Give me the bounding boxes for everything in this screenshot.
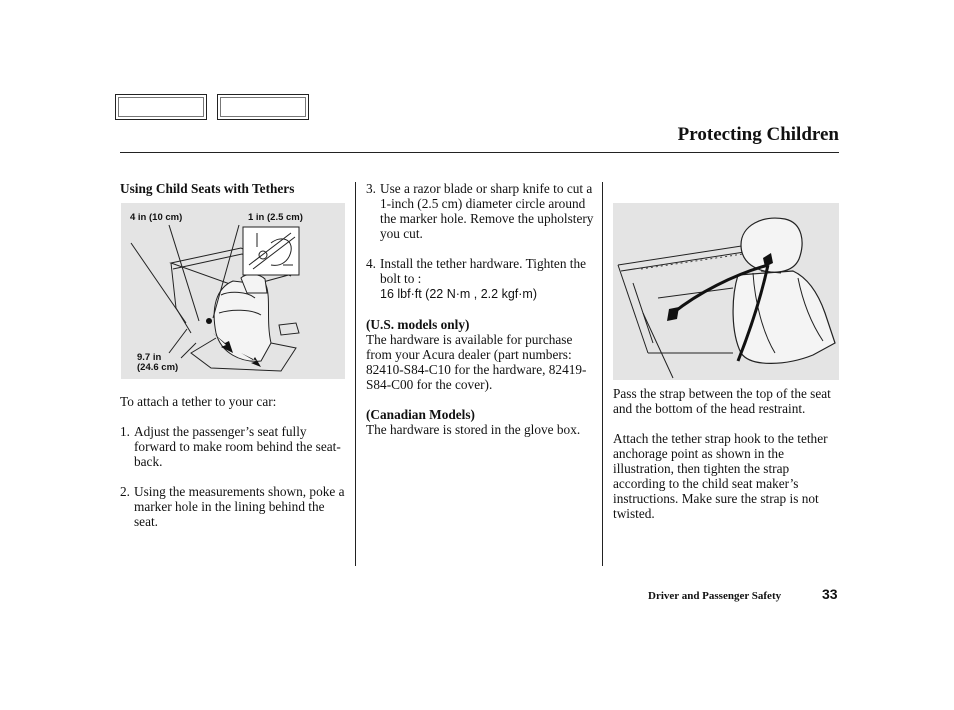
canadian-models-heading: (Canadian Models): [366, 407, 475, 422]
tether-strap-drawing: [613, 203, 839, 380]
middle-column: [366, 181, 594, 437]
tether-strap-illustration: [613, 203, 839, 380]
callout-24-6cm: (24.6 cm): [137, 362, 179, 373]
callout-9-7in: 9.7 in: [137, 352, 162, 363]
canadian-models-text: The hardware is stored in the glove box.: [366, 422, 581, 437]
step-text: Use a razor blade or sharp knife to cut a 1-inch (2.5 cm) diameter circle around the marker hole. Remove the upholstery you cut.: [380, 181, 594, 241]
torque-spec: 16 lbf·ft (22 N·m , 2.2 kgf·m): [380, 287, 537, 301]
step-number: 2.: [120, 484, 130, 499]
tether-measurement-illustration: [121, 203, 345, 379]
callout-4in: 4 in (10 cm): [130, 212, 183, 223]
right-column: [613, 386, 841, 521]
step-text: Using the measurements shown, poke a marker hole in the lining behind the seat.: [134, 484, 345, 529]
strap-attach-text: Attach the tether strap hook to the tether anchorage point as shown in the illustration, then tighten the strap according to the child seat maker’s instructions. Make sure the strap is not twisted.: [613, 431, 828, 521]
step-2: [120, 484, 345, 529]
intro-text: To attach a tether to your car:: [120, 394, 277, 409]
step-number: 4.: [366, 256, 376, 271]
nav-tab-box-1[interactable]: [115, 94, 207, 120]
step-3: [366, 181, 594, 241]
step-number: 1.: [120, 424, 130, 439]
title-divider: [120, 152, 839, 153]
step-text: Adjust the passenger’s seat fully forward to make room behind the seat-back.: [134, 424, 341, 469]
strap-routing-text: Pass the strap between the top of the seat and the bottom of the head restraint.: [613, 386, 831, 416]
section-footer: Driver and Passenger Safety: [648, 590, 782, 602]
step-1: [120, 424, 345, 469]
section-heading: Using Child Seats with Tethers: [120, 181, 295, 196]
column-divider-1: [355, 182, 356, 566]
callout-1in: 1 in (2.5 cm): [248, 212, 303, 223]
page-title: Protecting Children: [677, 124, 839, 145]
step-number: 3.: [366, 181, 376, 196]
us-models-text: The hardware is available for purchase from your Acura dealer (part numbers: 82410-S84-C10 for the hardware, 82419-S84-C00 for the cover).: [366, 332, 587, 392]
us-models-heading: (U.S. models only): [366, 317, 470, 332]
step-4: [366, 256, 594, 302]
step-text: Install the tether hardware. Tighten the bolt to :: [380, 256, 587, 286]
column-divider-2: [602, 182, 603, 566]
nav-tab-box-2[interactable]: [217, 94, 309, 120]
page-number: 33: [822, 586, 838, 602]
